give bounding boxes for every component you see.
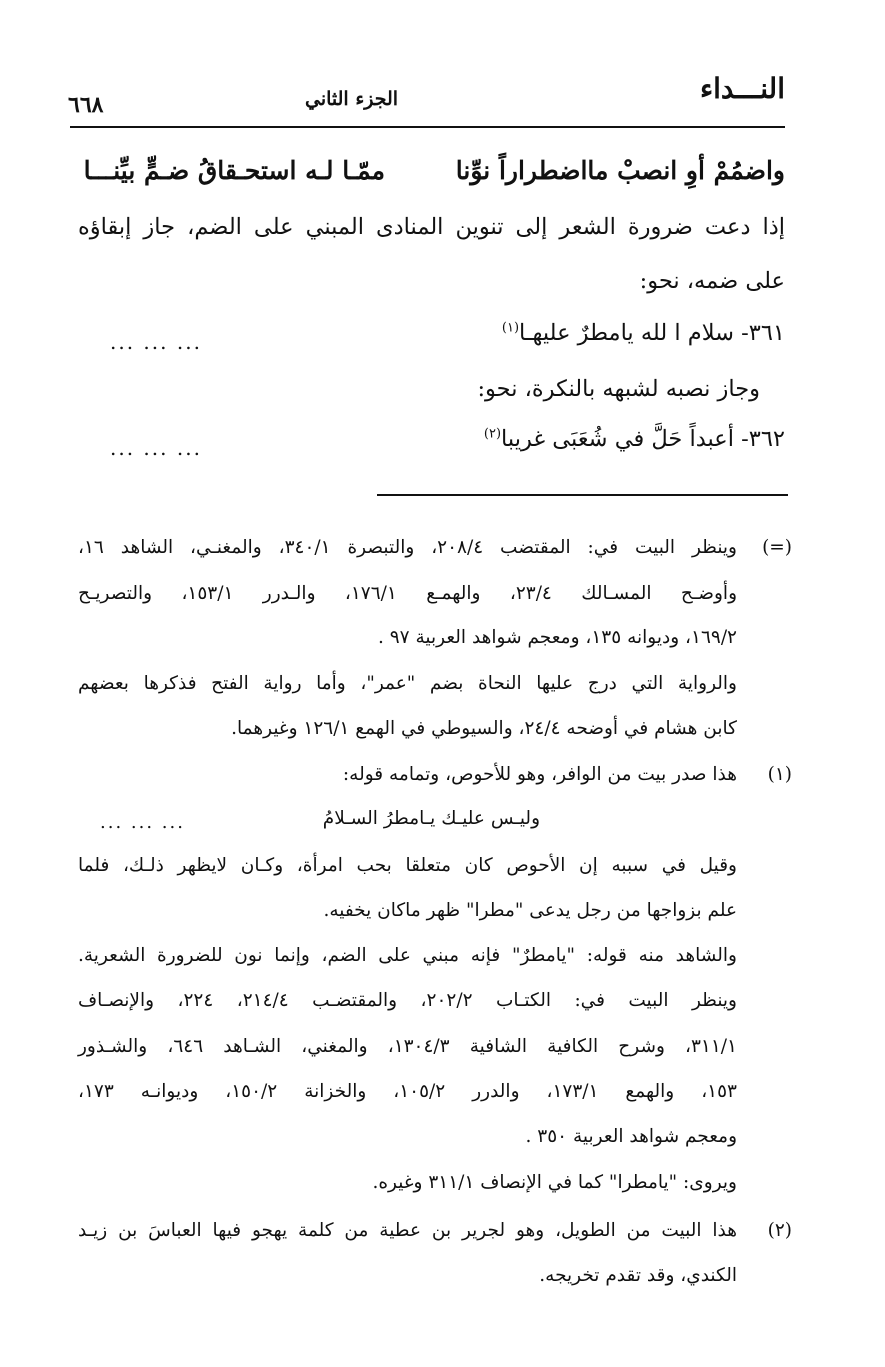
footnote-line: والشاهد منه قوله: "يامطرٌ" فإنه مبني على الضم، وإنما نون للضرورة الشعرية. xyxy=(78,945,737,966)
footnote-ref: (١) xyxy=(501,320,520,336)
header-divider xyxy=(70,126,785,128)
footnote-1-verse: وليـس عليـك يـامطرُ السـلامُ xyxy=(322,808,540,829)
footnote-line: ومعجم شواهد العربية ٣٥٠ . xyxy=(525,1126,737,1147)
chapter-title: النـــداء xyxy=(699,72,785,105)
footnote-carry-marker: (=) xyxy=(762,537,792,558)
page-number: ٦٦٨ xyxy=(68,92,104,118)
example-361-dots: ... ... ... xyxy=(110,330,202,354)
example-361 xyxy=(502,320,785,346)
example-362-dots: ... ... ... xyxy=(110,436,202,460)
body-paragraph-line: إذا دعت ضرورة الشعر إلى تنوين المنادى المبني على الضم، جاز إبقاؤه xyxy=(78,214,785,240)
footnote-line: وأوضـح المسـالك ٢٣/٤، والهمـع ١٧٦/١، والـدرر ١٥٣/١، والتصريـح xyxy=(78,583,737,604)
footnote-line: الكندي، وقد تقدم تخريجه. xyxy=(539,1265,737,1286)
footnote-ref: (٢) xyxy=(483,426,502,442)
footnote-2-marker: (٢) xyxy=(767,1220,792,1241)
footnote-line: هذا البيت من الطويل، وهو لجرير بن عطية من كلمة يهجو فيها العباسَ بن زيـد xyxy=(78,1220,737,1241)
footnote-line: ١٥٣، والهمع ١٧٣/١، والدرر ١٠٥/٢، والخزانة ١٥٠/٢، وديوانـه ١٧٣، xyxy=(78,1081,737,1102)
footnote-line: والرواية التي درج عليها النحاة بضم "عمر"، وأما رواية الفتح فذكرها بعضهم xyxy=(78,673,737,694)
body-paragraph-line: على ضمه، نحو: xyxy=(639,268,785,294)
volume-label: الجزء الثاني xyxy=(305,88,399,110)
footnote-line: وقيل في سببه إن الأحوص كان متعلقا بحب امرأة، وكـان لايظهر ذلـك، فلما xyxy=(78,855,737,876)
example-362 xyxy=(484,426,785,452)
footnote-line: كابن هشام في أوضحه ٢٤/٤، والسيوطي في الهمع ١٢٦/١ وغيرهما. xyxy=(231,718,737,739)
footnote-line: ٣١١/١، وشرح الكافية الشافية ١٣٠٤/٣، والمغني، الشـاهد ٦٤٦، والشـذور xyxy=(78,1036,737,1057)
body-transition: وجاز نصبه لشبهه بالنكرة، نحو: xyxy=(477,376,760,402)
footnote-divider xyxy=(377,494,788,496)
footnote-line: وينظر البيت في: الكتـاب ٢٠٢/٢، والمقتضـب ٢١٤/٤، ٢٢٤، والإنصـاف xyxy=(78,990,737,1011)
footnote-line: ١٦٩/٢، وديوانه ١٣٥، ومعجم شواهد العربية ٩٧ . xyxy=(377,627,737,648)
footnote-1-marker: (١) xyxy=(767,764,792,785)
verse-second-hemistich: ممّـا لـه استحـقاقُ ضـمٍّ بيِّنـــا xyxy=(83,156,385,185)
verse-first-hemistich: واضمُمْ أوِ انصبْ مااضطراراً نوِّنا xyxy=(455,156,785,185)
footnote-line: هذا صدر بيت من الوافر، وهو للأحوص، وتمامه قوله: xyxy=(342,764,737,785)
footnote-1-verse-dots: ... ... ... xyxy=(100,812,185,833)
footnote-line: علم بزواجها من رجل يدعى "مطرا" ظهر ماكان يخفيه. xyxy=(323,900,737,921)
example-text: ٣٦٢- أعبداً حَلَّ في شُعَبَى غريبا xyxy=(501,426,785,452)
footnote-line: ويروى: "يامطرا" كما في الإنصاف ٣١١/١ وغيره. xyxy=(372,1172,737,1193)
footnote-line: وينظر البيت في: المقتضب ٢٠٨/٤، والتبصرة ٣٤٠/١، والمغنـي، الشاهد ١٦، xyxy=(78,537,737,558)
example-text: ٣٦١- سلام ا لله يامطرٌ عليهـا xyxy=(519,320,785,346)
